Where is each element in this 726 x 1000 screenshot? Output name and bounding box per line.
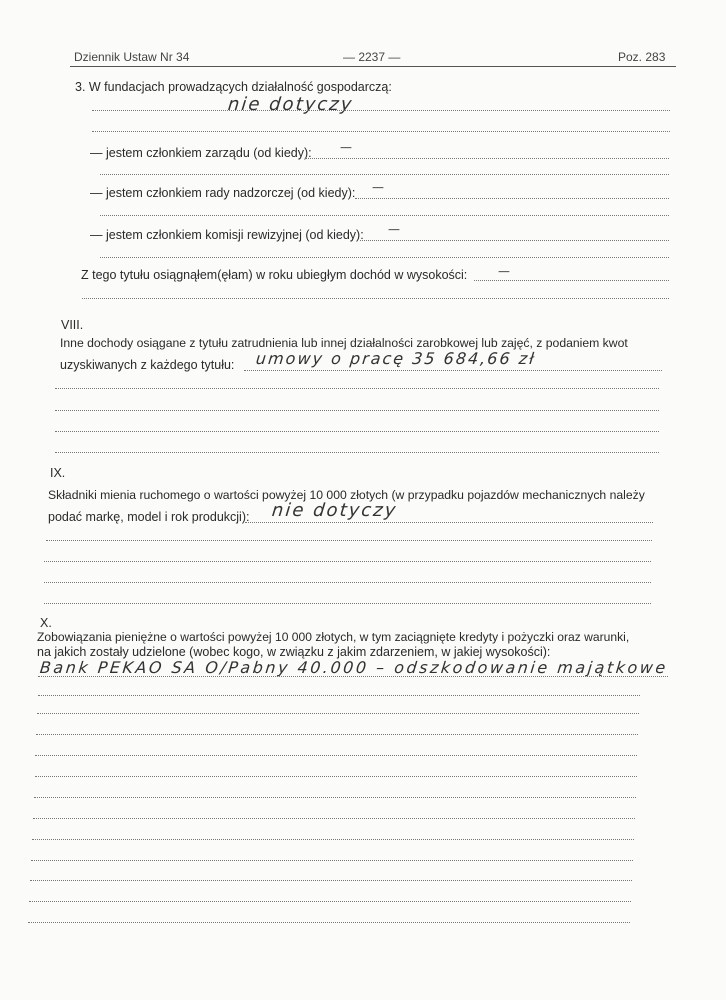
dotted-line (35, 776, 637, 777)
position-number: Poz. 283 (618, 50, 666, 64)
dotted-line (38, 695, 640, 696)
dotted-line (55, 431, 659, 432)
dotted-line (82, 298, 669, 299)
dotted-line (355, 198, 669, 199)
dotted-line (44, 582, 651, 583)
dotted-line (100, 215, 669, 216)
dotted-line (28, 922, 630, 923)
dotted-line (245, 522, 653, 523)
supervisory-board-label: — jestem członkiem rady nadzorczej (od kiedy): (90, 186, 356, 200)
dotted-line (37, 713, 639, 714)
section-ix-number: IX. (50, 466, 66, 480)
income-label: Z tego tytułu osiągnąłem(ęłam) w roku ubiegłym dochód w wysokości: (81, 268, 468, 282)
dotted-line (55, 410, 659, 411)
header-rule (70, 66, 676, 67)
section-x-number: X. (40, 616, 52, 630)
section-viii-number: VIII. (61, 318, 84, 332)
section-ix-handwritten-answer: nie dotyczy (270, 500, 399, 521)
dotted-line (474, 280, 669, 281)
section-x-text-line1: Zobowiązania pieniężne o wartości powyżej 10 000 złotych, w tym zaciągnięte kredyty i pożyczki oraz warunki, (37, 630, 630, 644)
dotted-line (29, 901, 631, 902)
page-number: — 2237 — (343, 50, 401, 64)
board-member-label: — jestem członkiem zarządu (od kiedy): (90, 146, 312, 160)
section-x-text-line2: na jakich zostały udzielone (wobec kogo, w związku z jakim zdarzeniem, w jakiej wysokości): (37, 645, 551, 659)
dotted-line (46, 540, 652, 541)
dotted-line (100, 257, 669, 258)
income-value: — (497, 264, 513, 278)
dotted-line (36, 734, 638, 735)
section-viii-text-line1: Inne dochody osiągane z tytułu zatrudnienia lub innej działalności zarobkowej lub zajęć, z podaniem kwot (60, 336, 628, 350)
section-viii-text-line2: uzyskiwanych z każdego tytułu: (60, 358, 235, 372)
supervisory-board-value: — (371, 180, 387, 194)
dotted-line (55, 388, 659, 389)
dotted-line (34, 797, 636, 798)
dotted-line (38, 676, 668, 677)
foundations-title: 3. W fundacjach prowadzących działalność gospodarczą: (75, 80, 392, 94)
section-ix-text-line1: Składniki mienia ruchomego o wartości powyżej 10 000 złotych (w przypadku pojazdów mechanicznych należy (48, 488, 645, 502)
dotted-line (32, 839, 634, 840)
dotted-line (35, 755, 637, 756)
audit-committee-value: — (387, 222, 403, 236)
board-member-value: — (339, 140, 355, 154)
audit-committee-label: — jestem członkiem komisji rewizyjnej (od kiedy): (90, 228, 364, 242)
dotted-line (44, 603, 651, 604)
dotted-line (31, 860, 633, 861)
section-ix-text-line2: podać markę, model i rok produkcji): (48, 510, 250, 524)
dotted-line (244, 370, 662, 371)
foundations-handwritten-answer: nie dotyczy (226, 94, 355, 115)
dotted-line (30, 880, 632, 881)
dotted-line (55, 452, 659, 453)
dotted-line (100, 174, 669, 175)
journal-title: Dziennik Ustaw Nr 34 (74, 50, 190, 64)
dotted-line (360, 240, 669, 241)
dotted-line (44, 561, 651, 562)
dotted-line (33, 818, 635, 819)
dotted-line (305, 158, 669, 159)
dotted-line (92, 131, 670, 132)
dotted-line (92, 110, 670, 111)
section-x-handwritten-answer: Bank PEKAO SA O/Pabny 40.000 – odszkodowanie majątkowe (39, 658, 669, 677)
section-viii-handwritten-answer: umowy o pracę 35 684,66 zł (255, 349, 537, 368)
